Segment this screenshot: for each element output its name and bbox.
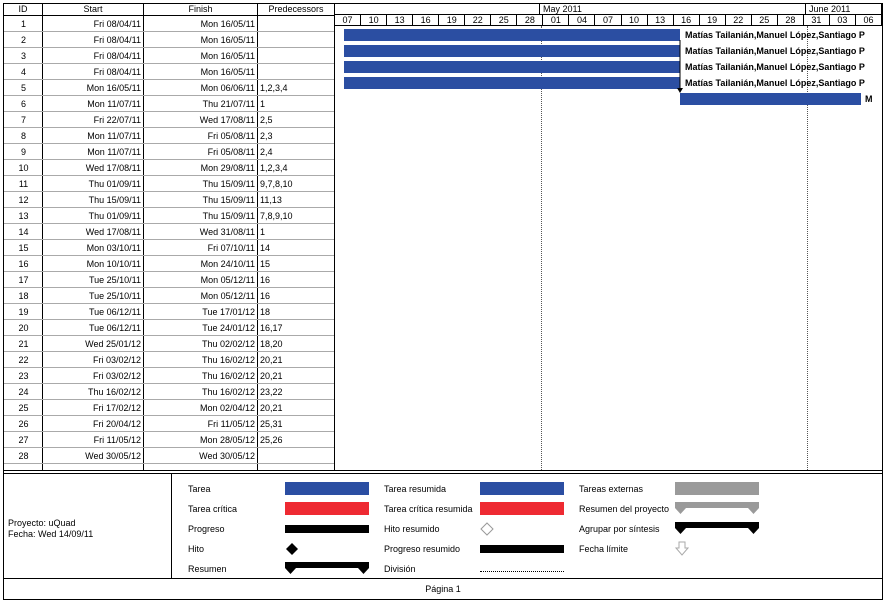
legend-label-tareas-externas: Tareas externas [579, 484, 644, 494]
legend-label-fecha-limite: Fecha límite [579, 544, 629, 554]
cell-finish: Wed 17/08/11 [199, 115, 255, 125]
month-june: June 2011 [806, 4, 882, 15]
cell-id: 6 [20, 99, 26, 109]
cell-id: 11 [18, 179, 29, 189]
task-bar-2[interactable] [344, 45, 680, 57]
cell-start: Wed 17/08/11 [85, 163, 141, 173]
cell-predecessors: 23,22 [260, 387, 283, 397]
day-label: 25 [752, 15, 778, 26]
table-row[interactable] [4, 384, 334, 400]
cell-start: Fri 20/04/12 [92, 419, 141, 429]
resource-label-3: Matías Tailanián,Manuel López,Santiago P [685, 62, 865, 72]
day-label: 07 [595, 15, 621, 26]
cell-finish: Mon 05/12/11 [200, 291, 255, 301]
cell-predecessors: 20,21 [260, 355, 283, 365]
project-date: Fecha: Wed 14/09/11 [8, 529, 94, 539]
day-label: 10 [361, 15, 387, 26]
dependency-arrow [673, 40, 685, 96]
cell-predecessors [258, 16, 334, 32]
day-label: 03 [830, 15, 856, 26]
group-by-summary-icon [675, 521, 759, 535]
cell-finish: Thu 15/09/11 [202, 195, 255, 205]
cell-predecessors: 25,26 [260, 435, 283, 445]
cell-predecessors: 16 [260, 291, 271, 301]
cell-predecessors: 1,2,3,4 [260, 83, 288, 93]
cell-finish: Thu 15/09/11 [202, 211, 255, 221]
cell-finish: Wed 30/05/12 [199, 451, 255, 461]
table-row[interactable] [4, 352, 334, 368]
timeline [335, 4, 882, 470]
cell-id: 15 [18, 243, 29, 253]
month-may: May 2011 [540, 4, 806, 15]
cell-predecessors: 7,8,9,10 [260, 211, 293, 221]
legend [4, 474, 882, 578]
gantt-print-page [3, 3, 883, 600]
header-start: Start [43, 4, 144, 16]
cell-id: 28 [18, 451, 29, 461]
table-row[interactable] [4, 208, 334, 224]
cell-finish: Mon 16/05/11 [200, 67, 255, 77]
table-row[interactable] [4, 288, 334, 304]
table-row[interactable] [4, 64, 334, 80]
cell-predecessors: 14 [260, 243, 271, 253]
table-row[interactable] [4, 144, 334, 160]
task-bar-1[interactable] [344, 29, 680, 41]
table-row[interactable] [4, 16, 334, 32]
table-row[interactable] [4, 272, 334, 288]
cell-id: 7 [20, 115, 26, 125]
table-row[interactable] [4, 416, 334, 432]
task-bar-5[interactable] [680, 93, 861, 105]
legend-swatch-split [480, 571, 564, 572]
rolled-up-milestone-icon [480, 522, 494, 536]
table-row[interactable] [4, 368, 334, 384]
legend-label-agrupar: Agrupar por síntesis [579, 524, 660, 534]
day-label: 31 [804, 15, 830, 26]
cell-predecessors: 11,13 [260, 195, 282, 205]
cell-start: Tue 06/12/11 [88, 323, 141, 333]
legend-swatch-rolled-up-progress [480, 545, 564, 553]
table-row[interactable] [4, 48, 334, 64]
cell-id: 21 [18, 339, 29, 349]
cell-start: Fri 08/04/11 [93, 35, 141, 45]
cell-finish: Mon 16/05/11 [200, 35, 255, 45]
cell-finish: Mon 16/05/11 [200, 51, 255, 61]
cell-start: Thu 01/09/11 [88, 211, 141, 221]
cell-id: 23 [18, 371, 29, 381]
day-label: 10 [622, 15, 648, 26]
table-row[interactable] [4, 128, 334, 144]
day-label: 22 [726, 15, 752, 26]
cell-predecessors: 2,5 [260, 115, 273, 125]
table-row[interactable] [4, 400, 334, 416]
day-label: 16 [413, 15, 439, 26]
cell-start: Mon 11/07/11 [87, 131, 141, 141]
cell-finish: Mon 05/12/11 [200, 275, 255, 285]
day-label: 04 [569, 15, 595, 26]
divider [4, 470, 882, 471]
cell-predecessors: 25,31 [260, 419, 283, 429]
cell-start: Fri 08/04/11 [93, 19, 141, 29]
legend-swatch-progress [285, 525, 369, 533]
cell-finish: Thu 16/02/12 [201, 387, 255, 397]
cell-id: 25 [18, 403, 29, 413]
cell-id: 26 [18, 419, 29, 429]
cell-finish: Mon 29/08/11 [200, 163, 255, 173]
day-label: 19 [439, 15, 465, 26]
table-row[interactable] [4, 256, 334, 272]
table-row[interactable] [4, 192, 334, 208]
cell-finish: Fri 07/10/11 [207, 243, 255, 253]
cell-finish: Tue 17/01/12 [202, 307, 255, 317]
cell-predecessors: 20,21 [260, 371, 283, 381]
cell-id: 4 [20, 67, 26, 77]
cell-predecessors: 9,7,8,10 [260, 179, 293, 189]
cell-predecessors: 2,4 [260, 147, 273, 157]
table-row[interactable] [4, 160, 334, 176]
cell-id: 20 [18, 323, 29, 333]
cell-id: 19 [18, 307, 29, 317]
day-label: 22 [465, 15, 491, 26]
legend-label-progreso: Progreso [188, 524, 225, 534]
cell-finish: Mon 06/06/11 [200, 83, 255, 93]
legend-swatch-rolled-up-task [480, 482, 564, 495]
table-row[interactable] [4, 448, 334, 464]
cell-predecessors: 15 [260, 259, 271, 269]
cell-finish: Mon 02/04/12 [199, 403, 255, 413]
cell-start: Wed 25/01/12 [85, 339, 141, 349]
cell-predecessors [258, 64, 334, 80]
project-summary-icon [675, 501, 759, 515]
resource-label-2: Matías Tailanián,Manuel López,Santiago P [685, 46, 865, 56]
legend-label-tarea-critica: Tarea crítica [188, 504, 238, 514]
cell-start: Thu 01/09/11 [88, 179, 141, 189]
cell-start: Fri 22/07/11 [93, 115, 141, 125]
cell-id: 12 [18, 195, 29, 205]
cell-predecessors: 16,17 [260, 323, 283, 333]
project-name: Proyecto: uQuad [8, 518, 76, 528]
table-row[interactable] [4, 96, 334, 112]
legend-swatch-external [675, 482, 759, 495]
cell-id: 10 [18, 163, 29, 173]
cell-start: Mon 11/07/11 [87, 147, 141, 157]
cell-start: Fri 08/04/11 [93, 51, 141, 61]
cell-start: Tue 25/10/11 [88, 291, 141, 301]
cell-id: 1 [20, 19, 26, 29]
project-info [8, 518, 93, 540]
cell-predecessors: 1 [260, 99, 266, 109]
cell-start: Mon 03/10/11 [86, 243, 141, 253]
page-footer: Página 1 [425, 584, 461, 594]
table-row[interactable] [4, 32, 334, 48]
cell-finish: Mon 16/05/11 [200, 19, 255, 29]
cell-id: 27 [18, 435, 29, 445]
cell-finish: Wed 31/08/11 [199, 227, 255, 237]
resource-label-4: Matías Tailanián,Manuel López,Santiago P [685, 78, 865, 88]
day-label: 07 [335, 15, 361, 26]
cell-id: 22 [18, 355, 29, 365]
cell-start: Tue 25/10/11 [88, 275, 141, 285]
resource-label-1: Matías Tailanián,Manuel López,Santiago P [685, 30, 865, 40]
table-row[interactable] [4, 304, 334, 320]
task-bar-3[interactable] [344, 61, 680, 73]
legend-label-tarea-critica-resumida: Tarea crítica resumida [384, 504, 473, 514]
legend-box [171, 474, 882, 578]
cell-start: Fri 03/02/12 [92, 355, 141, 365]
cell-finish: Thu 16/02/12 [201, 355, 255, 365]
legend-swatch-critical [285, 502, 369, 515]
cell-finish: Fri 11/05/12 [207, 419, 255, 429]
cell-start: Wed 30/05/12 [85, 451, 141, 461]
cell-start: Mon 10/10/11 [86, 259, 141, 269]
day-label: 19 [700, 15, 726, 26]
cell-id: 14 [18, 227, 29, 237]
resource-label-5: M [865, 94, 873, 104]
cell-predecessors: 1 [260, 227, 266, 237]
cell-predecessors: 2,3 [260, 131, 273, 141]
table-row[interactable] [4, 224, 334, 240]
header-predecessors: Predecessors [258, 4, 335, 16]
cell-predecessors: 18 [260, 307, 271, 317]
legend-label-division: División [384, 564, 416, 574]
cell-finish: Mon 24/10/11 [200, 259, 255, 269]
gantt-grid [4, 4, 882, 470]
legend-swatch-rolled-up-critical [480, 502, 564, 515]
cell-predecessors [258, 448, 334, 464]
cell-finish: Fri 05/08/11 [207, 147, 255, 157]
cell-start: Fri 17/02/12 [92, 403, 141, 413]
table-row[interactable] [4, 112, 334, 128]
cell-start: Fri 08/04/11 [93, 67, 141, 77]
legend-label-hito: Hito [188, 544, 205, 554]
legend-label-tarea: Tarea [188, 484, 211, 494]
month-boundary-line [541, 26, 542, 470]
legend-label-resumen: Resumen [188, 564, 227, 574]
legend-label-hito-resumido: Hito resumido [384, 524, 440, 534]
cell-start: Wed 17/08/11 [85, 227, 141, 237]
day-label: 25 [491, 15, 517, 26]
table-row[interactable] [4, 240, 334, 256]
legend-swatch-task [285, 482, 369, 495]
cell-id: 2 [20, 35, 26, 45]
cell-finish: Thu 15/09/11 [202, 179, 255, 189]
milestone-diamond-icon [285, 542, 299, 556]
day-label: 16 [674, 15, 700, 26]
deadline-arrow-icon [675, 541, 689, 557]
cell-start: Fri 03/02/12 [92, 371, 141, 381]
legend-label-resumen-proyecto: Resumen del proyecto [579, 504, 670, 514]
day-label: 13 [387, 15, 413, 26]
table-row[interactable] [4, 80, 334, 96]
cell-id: 5 [20, 83, 26, 93]
cell-predecessors: 16 [260, 275, 271, 285]
legend-label-tarea-resumida: Tarea resumida [384, 484, 447, 494]
cell-id: 16 [18, 259, 29, 269]
cell-id: 24 [18, 387, 29, 397]
cell-id: 13 [18, 211, 29, 221]
cell-predecessors: 1,2,3,4 [260, 163, 288, 173]
cell-finish: Fri 05/08/11 [207, 131, 255, 141]
cell-id: 3 [20, 51, 26, 61]
cell-start: Thu 16/02/12 [87, 387, 141, 397]
day-label: 01 [543, 15, 569, 26]
cell-id: 9 [20, 147, 26, 157]
table-row[interactable] [4, 320, 334, 336]
day-label: 06 [856, 15, 882, 26]
cell-predecessors: 18,20 [260, 339, 283, 349]
day-label: 13 [648, 15, 674, 26]
legend-label-progreso-resumido: Progreso resumido [384, 544, 461, 554]
cell-finish: Thu 21/07/11 [202, 99, 255, 109]
cell-predecessors: 20,21 [260, 403, 283, 413]
day-label: 28 [517, 15, 543, 26]
cell-predecessors [258, 32, 334, 48]
cell-finish: Tue 24/01/12 [202, 323, 255, 333]
header-id: ID [4, 4, 43, 16]
cell-id: 8 [20, 131, 26, 141]
header-finish: Finish [144, 4, 258, 16]
cell-finish: Thu 02/02/12 [201, 339, 255, 349]
cell-start: Tue 06/12/11 [88, 307, 141, 317]
table-row[interactable] [4, 336, 334, 352]
cell-predecessors [258, 48, 334, 64]
cell-finish: Mon 28/05/12 [199, 435, 255, 445]
cell-id: 18 [18, 291, 29, 301]
cell-start: Mon 16/05/11 [86, 83, 141, 93]
cell-id: 17 [18, 275, 29, 285]
day-label: 28 [778, 15, 804, 26]
cell-start: Thu 15/09/11 [88, 195, 141, 205]
cell-start: Fri 11/05/12 [93, 435, 141, 445]
table-row[interactable] [4, 432, 334, 448]
cell-finish: Thu 16/02/12 [201, 371, 255, 381]
task-bar-4[interactable] [344, 77, 680, 89]
month-april [335, 4, 540, 15]
summary-bar-icon [285, 561, 369, 575]
cell-start: Mon 11/07/11 [87, 99, 141, 109]
table-row[interactable] [4, 176, 334, 192]
